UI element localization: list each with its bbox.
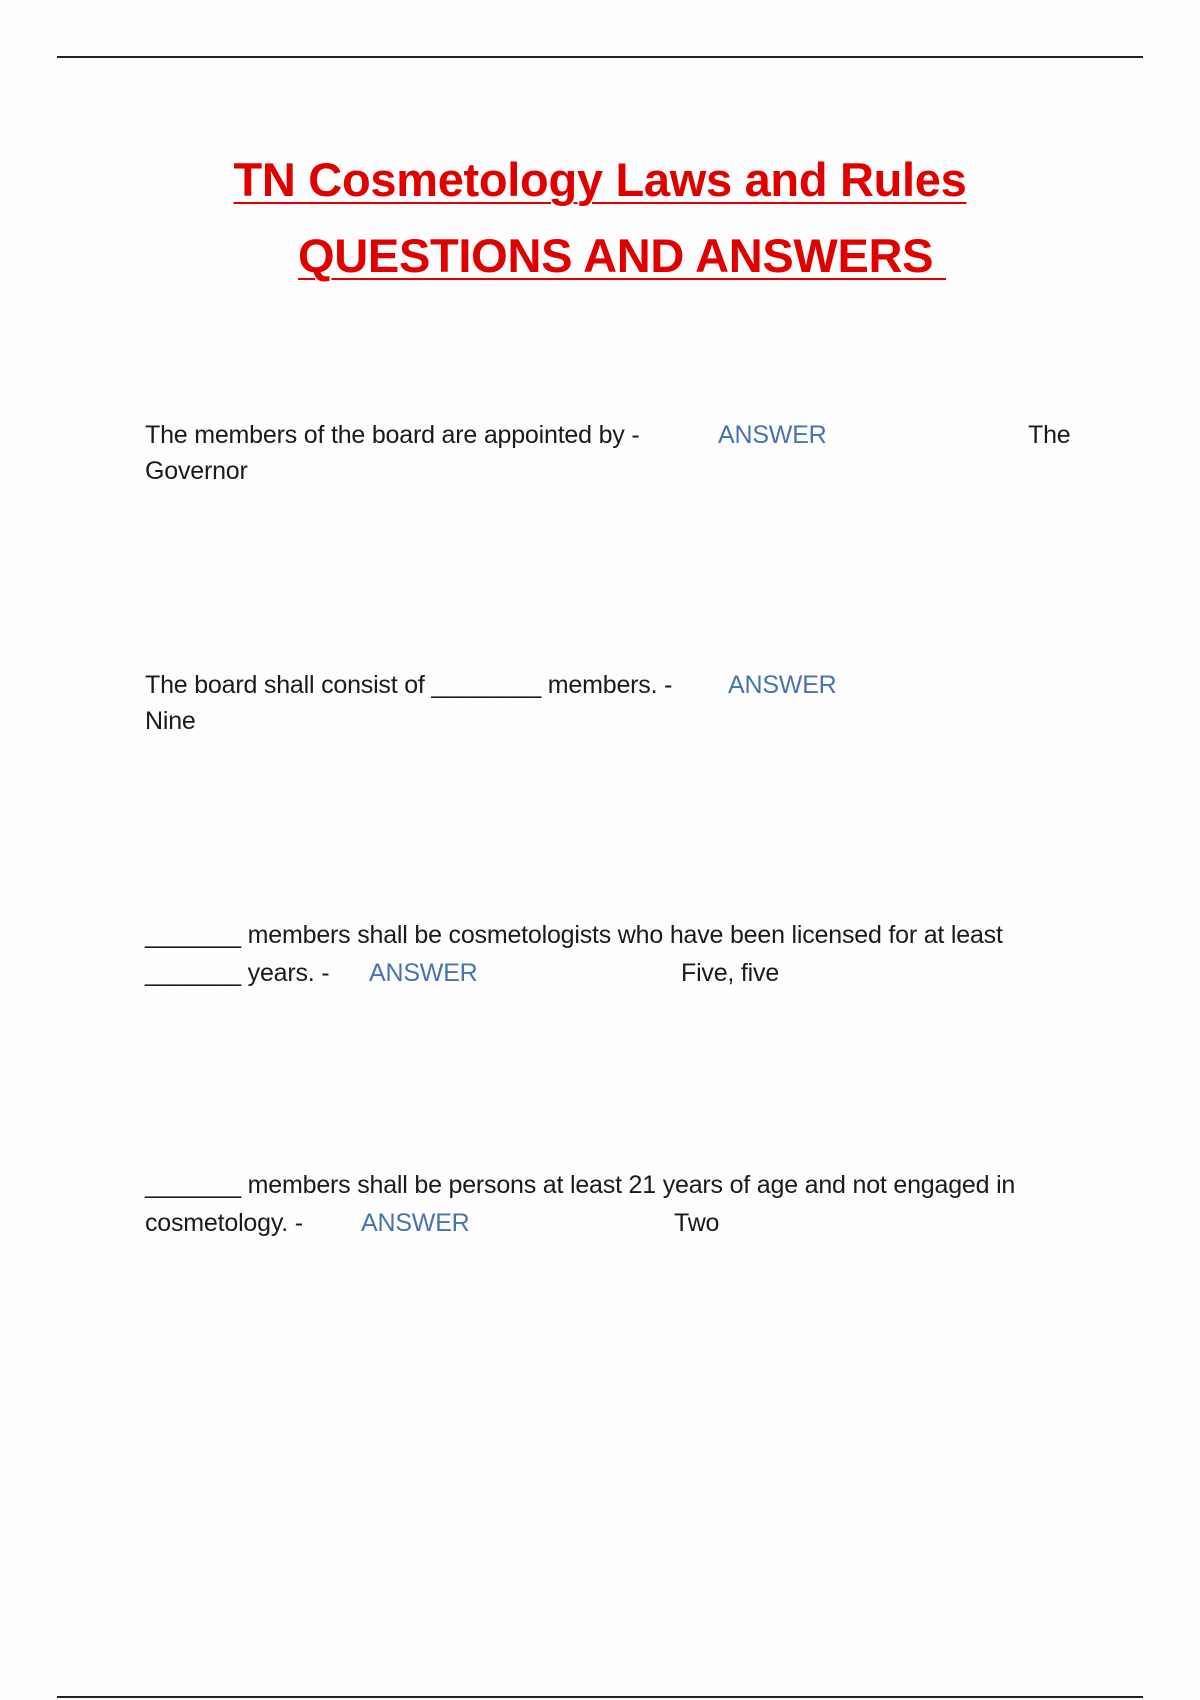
question-text-continued: _______ years. - [145, 959, 330, 987]
answer-text: Two [674, 1209, 720, 1237]
answer-label: ANSWER [369, 959, 478, 987]
answer-label: ANSWER [728, 671, 837, 699]
question-text: _______ members shall be persons at least 21 years of age and not engaged in [145, 1171, 1016, 1199]
top-rule [57, 56, 1143, 58]
answer-text: Five, five [681, 959, 780, 987]
document-title-line1: TN Cosmetology Laws and Rules [233, 153, 967, 206]
qa-item-3 [145, 917, 1075, 997]
qa-item-2 [145, 667, 1075, 747]
question-text: The members of the board are appointed by - [145, 421, 640, 449]
question-text: The board shall consist of ________ members. - [145, 671, 673, 699]
question-text-continued: cosmetology. - [145, 1209, 303, 1237]
answer-label: ANSWER [361, 1209, 470, 1237]
qa-item-4 [145, 1167, 1075, 1247]
bottom-rule [57, 1696, 1143, 1698]
document-title-line2: QUESTIONS AND ANSWERS [298, 229, 946, 282]
question-text: _______ members shall be cosmetologists who have been licensed for at least [145, 921, 1003, 949]
answer-text: The [1028, 421, 1071, 449]
qa-item-1 [145, 417, 1075, 497]
answer-text: Nine [145, 707, 196, 735]
answer-text-continued: Governor [145, 457, 248, 485]
answer-label: ANSWER [718, 421, 827, 449]
